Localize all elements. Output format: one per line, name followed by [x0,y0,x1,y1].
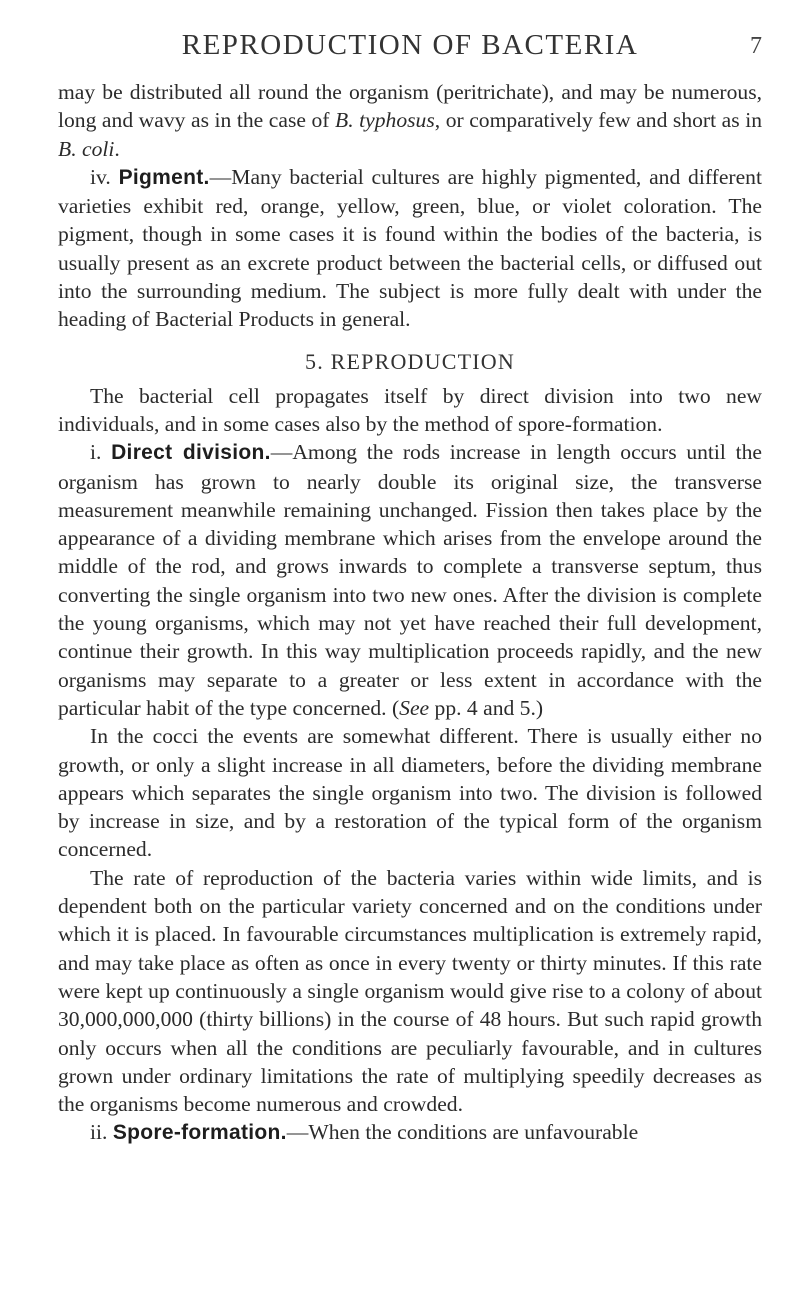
direct-division-heading: Direct division. [111,441,271,465]
species-b-typhosus: B. typhosus [335,108,435,133]
see-reference: See [399,695,430,720]
rate-paragraph: The rate of reproduction of the bacteria varies within wide limits, and is dependent both on the particular variety concerned and on the conditions under which it is placed. In favourable circumstances multiplication is extremely rapid, and may take place as often as once in every twenty or thirty minutes. If this rate were kept up continuously a single organism would give rise to a colony of about 30,000,000,000 (thirty billions) in the course of 48 hours. But such rapid growth only occurs when all the conditions are peculiarly favourable, and in cultures grown under ordinary limitations the rate of multiplying speedily decreases as the organisms become numerous and crowded. [58,865,762,1117]
species-b-coli: B. coli [58,136,115,161]
running-title: REPRODUCTION OF BACTERIA [181,29,639,61]
running-head [58,29,762,69]
cocci-paragraph: In the cocci the events are somewhat different. There is usually either no growth, or only a slight increase in all diameters, before the dividing membrane appears which separates the single organism into two. The division is followed by increase in size, and by a restoration of the typical form of the organism concerned. [58,724,762,862]
direct-division-paragraph: i. Direct division.—Among the rods increase in length occurs until the organism has grown to nearly double its original size, the transverse measurement meanwhile remaining unchanged. Fission then takes place by the appearance of a dividing membrane which arises from the envelope around the middle of the rod, and grows inwards to complete a transverse septum, thus converting the single organism into two new ones. After the division is complete the young organisms, which may not yet have reached their full development, continue their growth. In this way multiplication proceeds rapidly, and the new organisms may separate to a greater or less extent in accordance with the particular habit of the type concerned. (See pp. 4 and 5.) [58,440,762,720]
pigment-number: iv. [90,164,111,189]
spore-formation-paragraph: ii. Spore-formation.—When the conditions are unfavourable [90,1120,639,1145]
pigment-text: —Many bacterial cultures are highly pigmented, and different varieties exhibit red, orange, yellow, green, blue, or violet coloration. The pigment, though in some cases it is found within the bodies of the bacteria, is usually present as an excrete product between the bacterial cells, or diffused out into the surrounding medium. The subject is more fully dealt with under the heading of Bacterial Products in general. [58,164,762,332]
spore-formation-number: ii. [90,1120,108,1145]
spore-formation-heading: Spore-formation. [112,1121,287,1145]
flagella-paragraph: may be distributed all round the organism (peritrichate), and may be numerous, long and wavy as in the case of B. typhosus, or comparatively few and short as in B. coli. [58,80,762,161]
pigment-paragraph [58,163,762,334]
direct-division-number: i. [90,440,102,465]
section-heading: 5. REPRODUCTION [305,348,515,374]
page-number: 7 [750,33,762,59]
pigment-heading: Pigment. [118,165,210,189]
reproduction-intro: The bacterial cell propagates itself by direct division into two new individuals, and in some cases also by the method of spore-formation. [58,383,762,436]
